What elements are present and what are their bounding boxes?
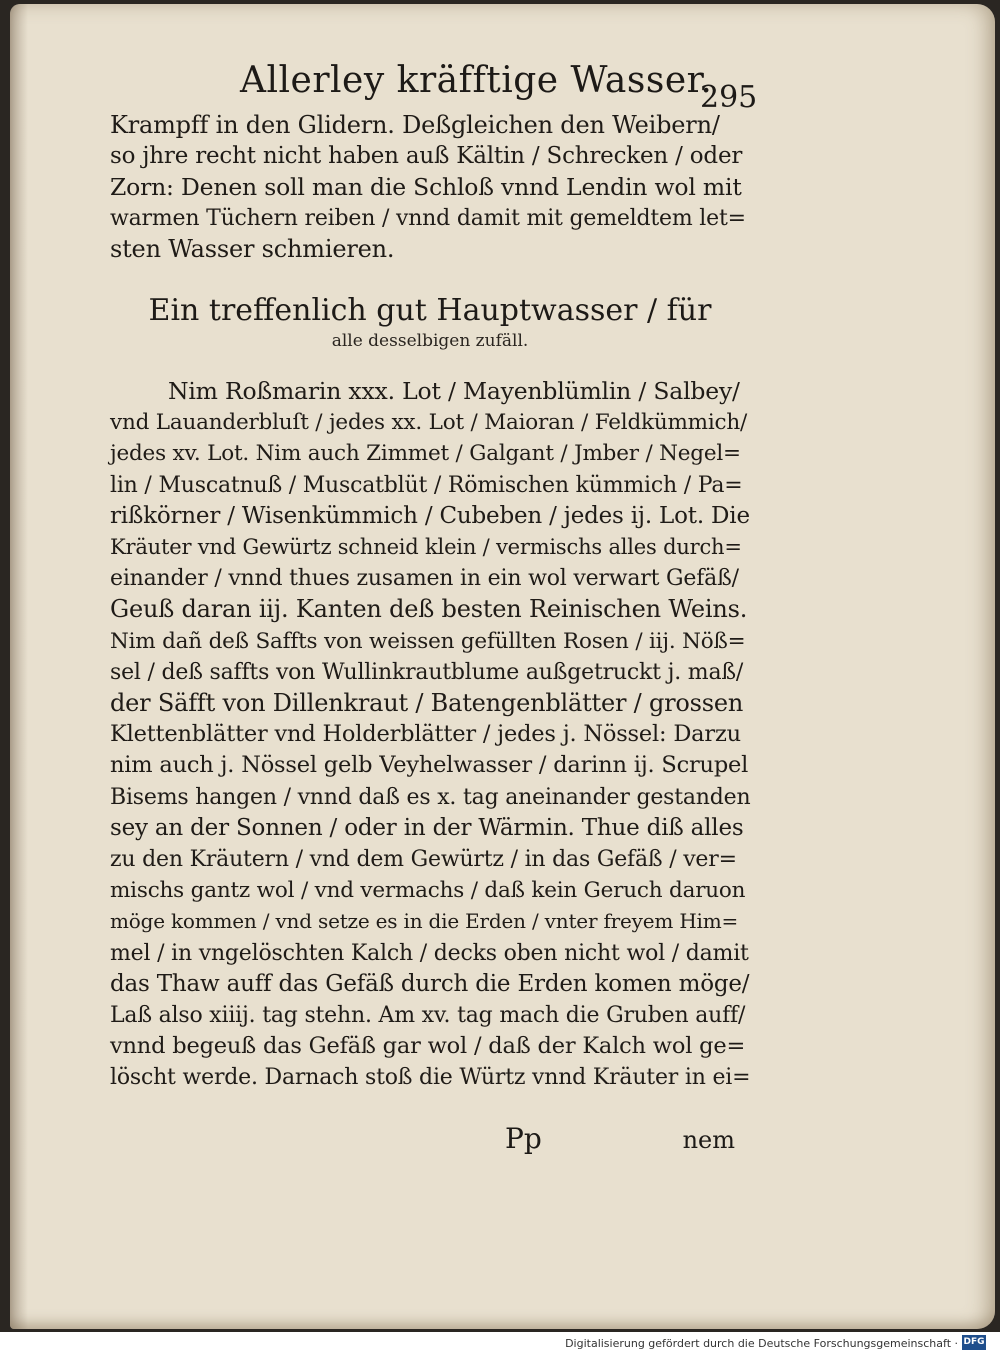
- footer-bar: [0, 1332, 1000, 1357]
- text-line: zu den Kräutern / vnd dem Gewürtz / in das Gefäß / ver=: [110, 847, 737, 873]
- text-line: sten Wasser schmieren.: [110, 235, 395, 263]
- funding-notice: Digitalisierung gefördert durch die Deutsche Forschungsgemeinschaft ·: [565, 1337, 958, 1350]
- text-line: Nim dañ deß Saffts von weissen gefüllten Rosen / iij. Nöß=: [110, 628, 746, 654]
- text-line: löscht werde. Darnach stoß die Würtz vnnd Kräuter in ei=: [110, 1065, 751, 1091]
- text-line: mischs gantz wol / vnd vermachs / daß kein Geruch daruon: [110, 878, 746, 904]
- recipe-paragraph: [110, 376, 750, 1094]
- text-line: Zorn: Denen soll man die Schloß vnnd Lendin wol mit: [110, 173, 742, 201]
- text-line: das Thaw auff das Gefäß durch die Erden komen möge/: [110, 970, 750, 997]
- text-line: rißkörner / Wisenkümmich / Cubeben / jedes ij. Lot. Die: [110, 502, 750, 529]
- signature-line: [110, 1122, 735, 1158]
- text-line: Kräuter vnd Gewürtz schneid klein / vermischs alles durch=: [110, 535, 742, 560]
- running-title: Allerley kräfftige Wasser.: [240, 60, 713, 101]
- text-line: vnnd begeuß das Gefäß gar wol / daß der Kalch wol ge=: [110, 1033, 746, 1060]
- text-line: mel / in vngelöschten Kalch / decks oben nicht wol / damit: [110, 940, 749, 966]
- text-line: nim auch j. Nössel gelb Veyhelwasser / darinn ij. Scrupel: [110, 752, 749, 779]
- section-subheading: alle desselbigen zufäll.: [331, 331, 529, 351]
- text-line: sey an der Sonnen / oder in der Wärmin. Thue diß alles: [110, 814, 744, 841]
- text-line: so jhre recht nicht haben auß Kältin / Schrecken / oder: [110, 143, 743, 169]
- signature-mark: Pp: [505, 1122, 542, 1155]
- text-line: Nim Roßmarin xxx. Lot / Mayenblümlin / Salbey/: [168, 377, 740, 405]
- section-header: [110, 292, 750, 352]
- catchword: nem: [682, 1126, 735, 1154]
- book-page: [10, 4, 995, 1329]
- text-line: einander / vnnd thues zusamen in ein wol verwart Gefäß/: [110, 566, 739, 592]
- section-heading: Ein treffenlich gut Hauptwasser / für: [148, 293, 712, 328]
- text-line: lin / Muscatnuß / Muscatblüt / Römischen kümmich / Pa=: [110, 472, 743, 498]
- text-line: möge kommen / vnd setze es in die Erden / vnter freyem Him=: [110, 909, 739, 934]
- text-line: Geuß daran iij. Kanten deß besten Reinischen Weins.: [110, 595, 748, 624]
- text-line: Bisems hangen / vnnd daß es x. tag aneinander gestanden: [110, 784, 751, 810]
- page-number: 295: [700, 80, 758, 115]
- text-line: jedes xv. Lot. Nim auch Zimmet / Galgant / Jmber / Negel=: [110, 441, 741, 467]
- text-line: warmen Tüchern reiben / vnnd damit mit gemeldtem let=: [110, 206, 746, 231]
- text-line: sel / deß saffts von Wullinkrautblume außgetruckt j. maß/: [110, 659, 744, 685]
- text-line: Krampff in den Glidern. Deßgleichen den Weibern/: [110, 111, 720, 139]
- dfg-logo-icon: DFG: [962, 1335, 986, 1350]
- text-line: Klettenblätter vnd Holderblätter / jedes j. Nössel: Darzu: [110, 721, 741, 748]
- text-line: der Säfft von Dillenkraut / Batengenblätter / grossen: [110, 689, 744, 718]
- text-line: Laß also xiiij. tag stehn. Am xv. tag mach die Gruben auff/: [110, 1003, 746, 1029]
- text-line: vnd Lauanderbluſt / jedes xx. Lot / Maioran / Feldkümmich/: [110, 410, 748, 436]
- intro-paragraph: [110, 110, 750, 265]
